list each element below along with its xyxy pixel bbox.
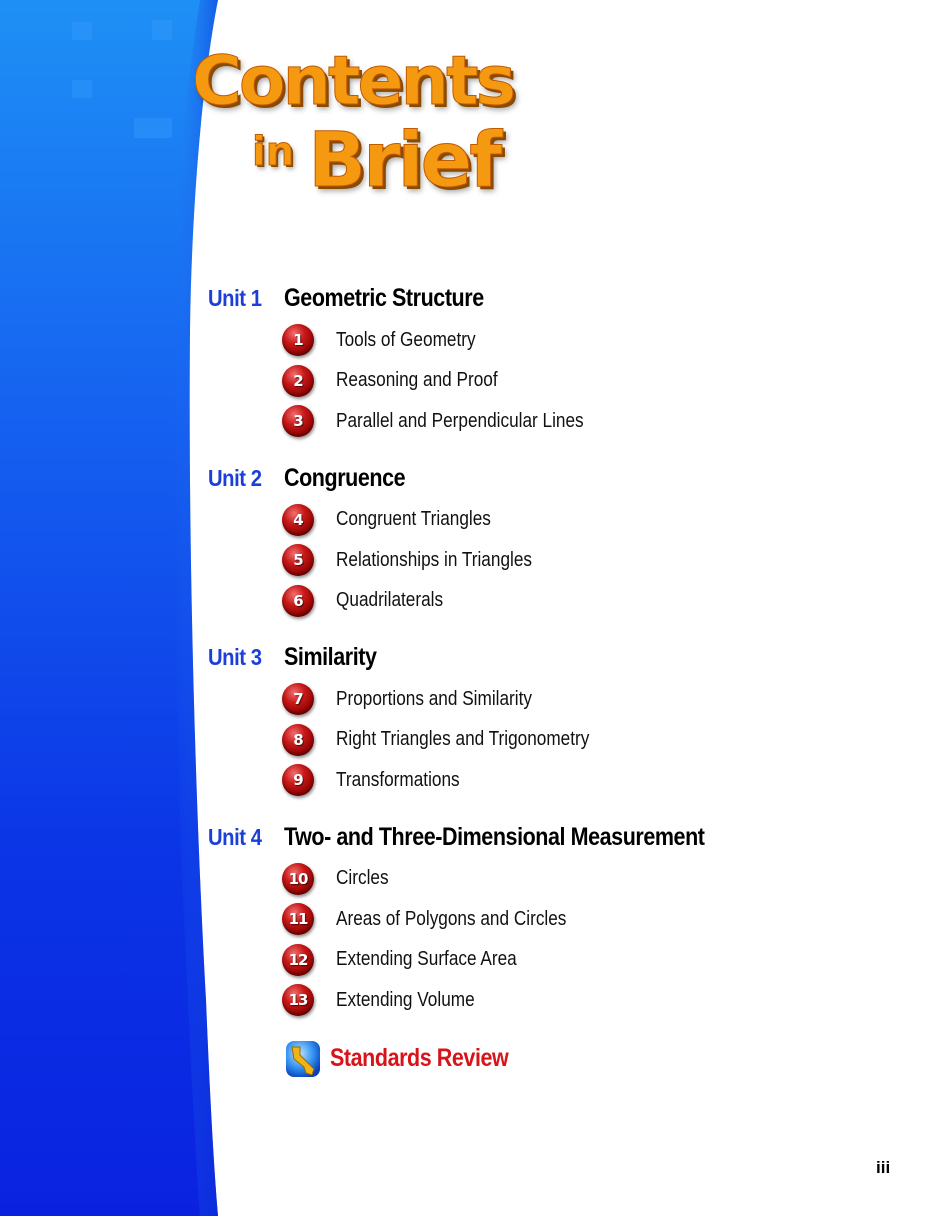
- unit-title: Geometric Structure: [284, 284, 484, 312]
- page-title: [192, 42, 514, 204]
- chapter-title: Congruent Triangles: [336, 508, 491, 531]
- chapter-number-badge: [282, 324, 314, 356]
- chapter-title: Relationships in Triangles: [336, 548, 532, 571]
- chapter-number-badge: [282, 764, 314, 796]
- unit-heading[interactable]: [208, 823, 908, 859]
- chapter-title: Parallel and Perpendicular Lines: [336, 409, 584, 432]
- chapter-number-badge: [282, 585, 314, 617]
- title-brief: Brief: [308, 115, 500, 204]
- chapter-title: Reasoning and Proof: [336, 369, 498, 392]
- chapter-number-badge: [282, 683, 314, 715]
- chapter-item[interactable]: [282, 940, 908, 981]
- chapter-number-badge: [282, 863, 314, 895]
- unit-heading[interactable]: [208, 464, 908, 500]
- chapter-number: 10: [288, 869, 308, 888]
- california-state-icon: [284, 1039, 322, 1079]
- chapter-item[interactable]: [282, 320, 908, 361]
- title-in: in: [252, 129, 295, 175]
- chapter-item[interactable]: [282, 720, 908, 761]
- unit-number: Unit 4: [208, 823, 262, 850]
- chapter-number: 7: [293, 690, 303, 709]
- unit-section: [208, 643, 908, 801]
- chapter-title: Tools of Geometry: [336, 328, 476, 351]
- chapter-title: Circles: [336, 867, 389, 890]
- chapter-title: Extending Volume: [336, 988, 475, 1011]
- unit-number: Unit 3: [208, 644, 262, 670]
- unit-number: Unit 2: [208, 464, 262, 491]
- chapter-number-badge: [282, 944, 314, 976]
- unit-title: Similarity: [284, 643, 377, 671]
- chapter-number: 5: [293, 551, 303, 570]
- chapter-number-badge: [282, 984, 314, 1016]
- chapter-number: 4: [293, 510, 303, 529]
- chapter-number: 11: [288, 910, 308, 929]
- chapter-number-badge: [282, 544, 314, 576]
- chapter-title: Areas of Polygons and Circles: [336, 907, 567, 930]
- page-number: iii: [876, 1158, 891, 1177]
- chapter-title: Transformations: [336, 768, 460, 791]
- chapter-number-badge: [282, 724, 314, 756]
- chapter-number: 3: [293, 412, 303, 431]
- chapter-item[interactable]: [282, 401, 908, 442]
- chapter-number: 2: [293, 371, 303, 390]
- chapter-item[interactable]: [282, 581, 908, 622]
- chapter-title: Proportions and Similarity: [336, 687, 532, 710]
- standards-review[interactable]: [284, 1039, 908, 1079]
- chapter-item[interactable]: [282, 859, 908, 900]
- chapter-number-badge: [282, 365, 314, 397]
- unit-section: [208, 464, 908, 622]
- chapter-number-badge: [282, 504, 314, 536]
- unit-title: Congruence: [284, 463, 406, 492]
- unit-heading[interactable]: [208, 643, 908, 679]
- chapter-item[interactable]: [282, 899, 908, 940]
- unit-section: [208, 823, 908, 1021]
- chapter-number-badge: [282, 903, 314, 935]
- table-of-contents: [208, 284, 908, 1079]
- chapter-number: 9: [293, 771, 303, 790]
- chapter-number: 12: [288, 950, 308, 969]
- chapter-number-badge: [282, 405, 314, 437]
- chapter-item[interactable]: [282, 760, 908, 801]
- chapter-item[interactable]: [282, 361, 908, 402]
- title-contents: Contents: [192, 42, 514, 121]
- chapter-number: 8: [293, 730, 303, 749]
- chapter-title: Extending Surface Area: [336, 948, 517, 971]
- chapter-number: 13: [288, 991, 308, 1010]
- unit-title: Two- and Three-Dimensional Measurement: [284, 822, 705, 851]
- chapter-item[interactable]: [282, 980, 908, 1021]
- chapter-item[interactable]: [282, 500, 908, 541]
- standards-review-label: Standards Review: [330, 1044, 509, 1072]
- chapter-item[interactable]: [282, 679, 908, 720]
- chapter-item[interactable]: [282, 540, 908, 581]
- unit-number: Unit 1: [208, 285, 262, 311]
- chapter-number: 6: [293, 591, 303, 610]
- chapter-title: Quadrilaterals: [336, 589, 444, 612]
- chapter-title: Right Triangles and Trigonometry: [336, 728, 590, 751]
- unit-section: [208, 284, 908, 442]
- unit-heading[interactable]: [208, 284, 908, 320]
- chapter-number: 1: [293, 331, 303, 350]
